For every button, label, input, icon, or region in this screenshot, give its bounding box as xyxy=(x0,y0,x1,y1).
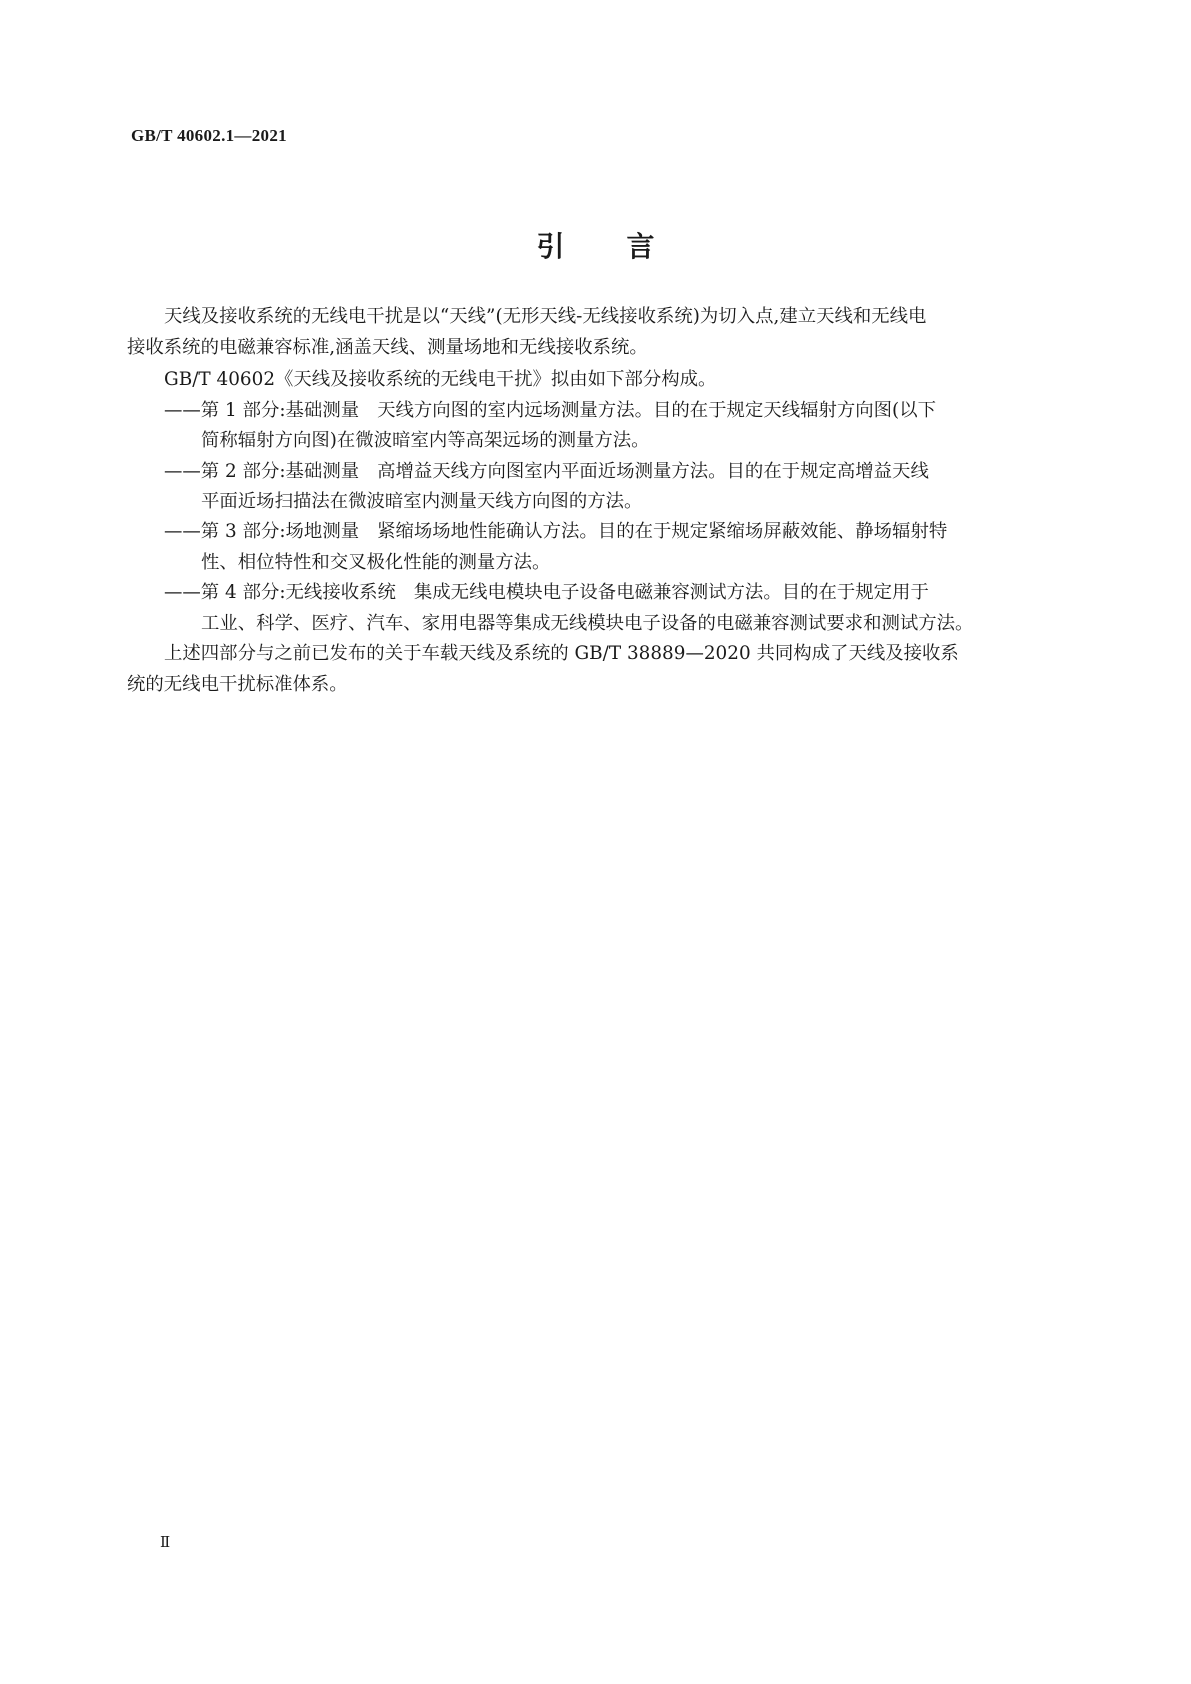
part-heading: 第 1 部分:基础测量 xyxy=(200,400,360,421)
dash: —— xyxy=(164,400,201,421)
part-3-line-2: 性、相位特性和交叉极化性能的测量方法。 xyxy=(201,552,551,573)
closing-line-1: 上述四部分与之前已发布的关于车载天线及系统的 GB/T 38889—2020 共同构成了天线及接收系 xyxy=(164,643,959,664)
part-3-line-1 xyxy=(164,518,947,546)
part-heading: 第 3 部分:场地测量 xyxy=(200,521,360,542)
part-heading: 第 2 部分:基础测量 xyxy=(200,461,360,482)
part-4-line-2: 工业、科学、医疗、汽车、家用电器等集成无线模块电子设备的电磁兼容测试要求和测试方法。 xyxy=(201,613,974,634)
page-number: Ⅱ xyxy=(160,1535,171,1551)
dash: —— xyxy=(164,521,201,542)
structure-line: GB/T 40602《天线及接收系统的无线电干扰》拟由如下部分构成。 xyxy=(164,369,717,390)
standard-code: GB/T 40602.1—2021 xyxy=(131,126,287,145)
part-2-line-1 xyxy=(164,458,929,486)
closing-line-2: 统的无线电干扰标准体系。 xyxy=(127,674,348,695)
part-1-line-2: 简称辐射方向图)在微波暗室内等高架远场的测量方法。 xyxy=(201,430,650,451)
page-title: 引言 xyxy=(536,230,717,263)
part-2-line-2: 平面近场扫描法在微波暗室内测量天线方向图的方法。 xyxy=(201,491,643,512)
intro-line-1: 天线及接收系统的无线电干扰是以“天线”(无形天线-无线接收系统)为切入点,建立天线和无线电 xyxy=(164,306,927,327)
part-description: 紧缩场场地性能确认方法。目的在于规定紧缩场屏蔽效能、静场辐射特 xyxy=(377,521,948,542)
part-description: 天线方向图的室内远场测量方法。目的在于规定天线辐射方向图(以下 xyxy=(377,400,937,421)
part-4-line-1 xyxy=(164,579,929,607)
intro-line-2: 接收系统的电磁兼容标准,涵盖天线、测量场地和无线接收系统。 xyxy=(127,337,648,358)
part-description: 集成无线电模块电子设备电磁兼容测试方法。目的在于规定用于 xyxy=(413,582,929,603)
dash: —— xyxy=(164,582,201,603)
part-1-line-1 xyxy=(164,397,936,425)
part-heading: 第 4 部分:无线接收系统 xyxy=(200,582,396,603)
dash: —— xyxy=(164,461,201,482)
part-description: 高增益天线方向图室内平面近场测量方法。目的在于规定高增益天线 xyxy=(377,461,929,482)
